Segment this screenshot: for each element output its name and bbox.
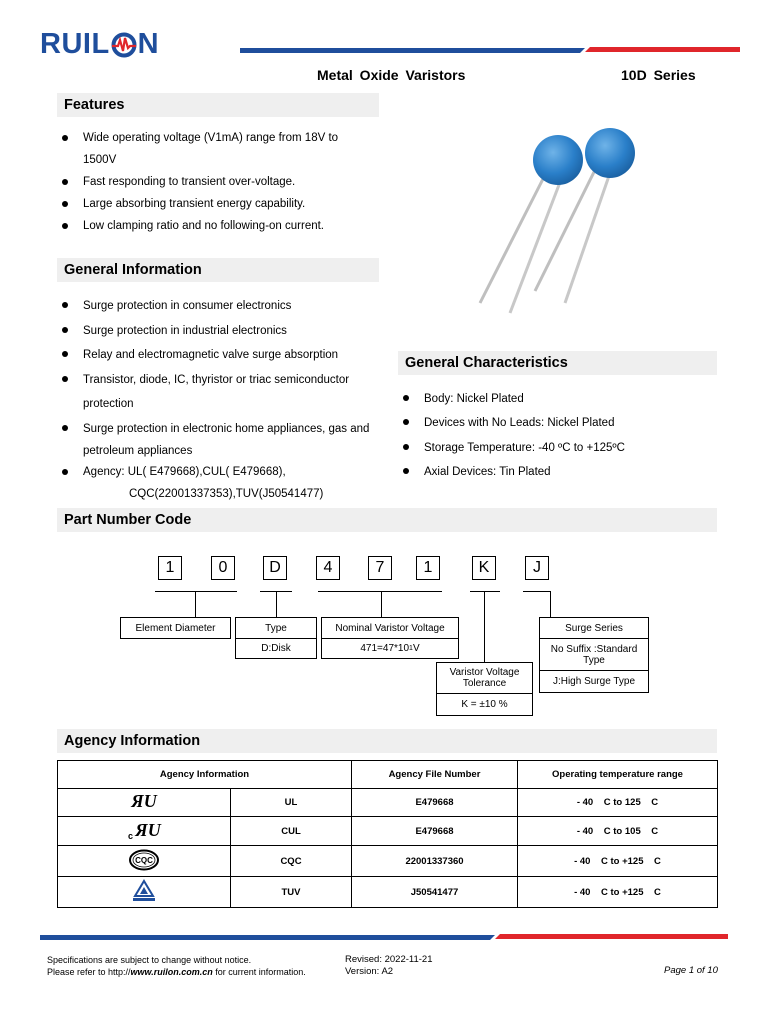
list-item: Low clamping ratio and no following-on current.	[57, 215, 371, 237]
surge-high-value: J:High Surge Type	[539, 670, 649, 693]
column-header: Agency Information	[58, 761, 352, 789]
footer-notice	[47, 954, 347, 978]
agency-logo-cell	[58, 789, 231, 817]
list-item: Surge protection in electronic home appliances, gas and	[57, 417, 371, 442]
list-item: Wide operating voltage (V1mA) range from 18V to	[57, 127, 371, 149]
footer-revision	[345, 954, 433, 978]
ul-icon	[127, 791, 161, 811]
part-char-box: J	[525, 556, 549, 580]
list-item: petroleum appliances	[83, 445, 193, 457]
agency-table	[57, 760, 718, 908]
nominal-voltage-value	[321, 638, 459, 659]
tolerance-value: K = ±10 %	[436, 693, 533, 716]
part-char-box: 7	[368, 556, 392, 580]
list-item: Fast responding to transient over-voltage.	[57, 171, 371, 193]
list-item: 1500V	[83, 154, 117, 166]
agency-temperature: - 40 C to +125 C	[518, 846, 718, 877]
connector-line	[550, 591, 551, 618]
series-title: 10D Series	[621, 67, 696, 83]
connector-line	[381, 591, 382, 618]
svg-text:ЯU: ЯU	[135, 819, 161, 840]
surge-series-label: Surge Series	[539, 617, 649, 639]
cul-icon	[124, 819, 164, 841]
document-title: Metal Oxide Varistors	[317, 67, 466, 83]
general-information-list	[57, 294, 371, 505]
part-char-box: 4	[316, 556, 340, 580]
table-header-row	[58, 761, 718, 789]
logo-wave-icon	[111, 32, 137, 58]
connector-line	[276, 591, 277, 618]
nominal-voltage-label: Nominal Varistor Voltage	[321, 617, 459, 639]
part-char-box: 0	[211, 556, 235, 580]
type-value: D:Disk	[235, 638, 317, 659]
bracket-line	[155, 591, 237, 592]
list-item: Devices with No Leads: Nickel Plated	[398, 411, 717, 435]
footer-line2: Please refer to http://www.ruilon.com.cn for current information.	[47, 967, 306, 977]
cqc-icon	[128, 849, 160, 871]
version: Version: A2	[345, 966, 394, 977]
list-item: Agency: UL( E479668),CUL( E479668),	[57, 461, 371, 483]
general-characteristics-heading: General Characteristics	[398, 351, 717, 375]
agency-temperature: - 40 C to 125 C	[518, 789, 718, 817]
varistor-product-image	[470, 125, 640, 320]
agency-name: CQC	[231, 846, 352, 877]
part-char-box: K	[472, 556, 496, 580]
svg-text:ЯU: ЯU	[131, 791, 157, 811]
agency-file-number: 22001337360	[352, 846, 518, 877]
agency-logo-cell	[58, 877, 231, 908]
part-char-box: 1	[158, 556, 182, 580]
revised-date: Revised: 2022-11-21	[345, 954, 433, 965]
list-item: Surge protection in consumer electronics	[57, 294, 371, 319]
bracket-line	[523, 591, 551, 592]
features-list	[57, 127, 371, 237]
agency-information-heading: Agency Information	[57, 729, 717, 753]
agency-file-number: E479668	[352, 817, 518, 846]
list-item: Relay and electromagnetic valve surge absorption	[57, 343, 371, 368]
list-item: CQC(22001337353),TUV(J50541477)	[129, 488, 324, 500]
connector-line	[484, 591, 485, 662]
surge-standard-value: No Suffix :Standard Type	[539, 638, 649, 671]
list-item: Storage Temperature: -40 ºC to +125ºC	[398, 436, 717, 460]
list-item: Body: Nickel Plated	[398, 387, 717, 411]
list-item: Transistor, diode, IC, thyristor or triac semiconductor	[57, 368, 371, 393]
table-row	[58, 817, 718, 846]
general-information-heading: General Information	[57, 258, 379, 282]
header-stripe	[240, 44, 740, 56]
part-char-box: 1	[416, 556, 440, 580]
element-diameter-label: Element Diameter	[120, 617, 231, 639]
bracket-line	[318, 591, 442, 592]
page-number: Page 1 of 10	[664, 965, 718, 976]
footer-line1: Specifications are subject to change without notice.	[47, 955, 252, 965]
agency-temperature: - 40 C to 105 C	[518, 817, 718, 846]
agency-logo-cell	[58, 817, 231, 846]
ruilon-logo	[40, 28, 159, 61]
nominal-value-exponent: 1	[409, 645, 413, 652]
list-item: Surge protection in industrial electronics	[57, 319, 371, 344]
part-char-box: D	[263, 556, 287, 580]
svg-text:CQC: CQC	[135, 855, 153, 865]
footer-stripe	[40, 932, 728, 942]
column-header: Agency File Number	[352, 761, 518, 789]
agency-name: TUV	[231, 877, 352, 908]
logo-text-left: RUIL	[40, 28, 110, 60]
type-label: Type	[235, 617, 317, 639]
nominal-value-unit: V	[412, 643, 420, 654]
agency-file-number: J50541477	[352, 877, 518, 908]
tuv-icon	[129, 879, 159, 903]
website-link[interactable]: www.ruilon.com.cn	[130, 967, 213, 977]
agency-file-number: E479668	[352, 789, 518, 817]
features-heading: Features	[57, 93, 379, 117]
list-item: Large absorbing transient energy capability.	[57, 193, 371, 215]
table-row	[58, 789, 718, 817]
agency-name: UL	[231, 789, 352, 817]
agency-temperature: - 40 C to +125 C	[518, 877, 718, 908]
column-header: Operating temperature range	[518, 761, 718, 789]
agency-name: CUL	[231, 817, 352, 846]
list-item: Axial Devices: Tin Plated	[398, 460, 717, 484]
table-row	[58, 877, 718, 908]
logo-text-right: N	[137, 28, 160, 60]
table-row	[58, 846, 718, 877]
tolerance-label: Varistor Voltage Tolerance	[436, 662, 533, 694]
svg-text:c: c	[128, 830, 134, 841]
bracket-line	[470, 591, 500, 592]
part-number-code-heading: Part Number Code	[57, 508, 717, 532]
list-item: protection	[83, 398, 134, 410]
agency-logo-cell	[58, 846, 231, 877]
general-characteristics-list	[398, 387, 717, 484]
connector-line	[195, 591, 196, 618]
nominal-value-base: 471=47*10	[360, 643, 410, 654]
